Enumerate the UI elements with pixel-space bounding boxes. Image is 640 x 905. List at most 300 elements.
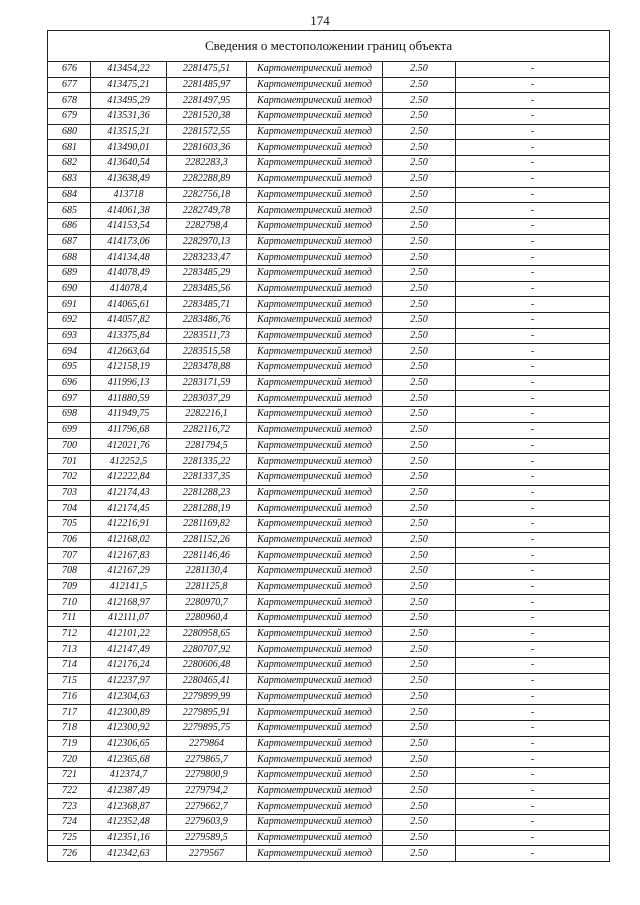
point-number-cell: 688 [48,250,91,266]
x-coordinate-cell: 414078,49 [91,265,167,281]
method-cell: Картометрический метод [247,658,383,674]
accuracy-cell: 2.50 [383,564,456,580]
table-row [48,783,610,799]
accuracy-cell: 2.50 [383,109,456,125]
boundary-coordinates-table [47,30,610,862]
description-cell: - [456,579,610,595]
method-cell: Картометрический метод [247,313,383,329]
description-cell: - [456,281,610,297]
y-coordinate-cell: 2282288,89 [167,171,247,187]
accuracy-cell: 2.50 [383,595,456,611]
table-row [48,830,610,846]
y-coordinate-cell: 2282283,3 [167,156,247,172]
accuracy-cell: 2.50 [383,62,456,78]
x-coordinate-cell: 411996,13 [91,375,167,391]
point-number-cell: 680 [48,124,91,140]
y-coordinate-cell: 2280606,48 [167,658,247,674]
accuracy-cell: 2.50 [383,250,456,266]
y-coordinate-cell: 2279865,7 [167,752,247,768]
description-cell: - [456,815,610,831]
description-cell: - [456,736,610,752]
accuracy-cell: 2.50 [383,830,456,846]
table-row [48,265,610,281]
method-cell: Картометрический метод [247,673,383,689]
y-coordinate-cell: 2280707,92 [167,642,247,658]
x-coordinate-cell: 412352,48 [91,815,167,831]
y-coordinate-cell: 2283485,56 [167,281,247,297]
point-number-cell: 712 [48,626,91,642]
x-coordinate-cell: 414134,48 [91,250,167,266]
point-number-cell: 706 [48,532,91,548]
point-number-cell: 691 [48,297,91,313]
point-number-cell: 703 [48,485,91,501]
y-coordinate-cell: 2282970,13 [167,234,247,250]
x-coordinate-cell: 414061,38 [91,203,167,219]
method-cell: Картометрический метод [247,469,383,485]
description-cell: - [456,93,610,109]
table-row [48,736,610,752]
accuracy-cell: 2.50 [383,407,456,423]
description-cell: - [456,564,610,580]
x-coordinate-cell: 411949,75 [91,407,167,423]
x-coordinate-cell: 414078,4 [91,281,167,297]
method-cell: Картометрический метод [247,548,383,564]
table-row [48,595,610,611]
accuracy-cell: 2.50 [383,124,456,140]
description-cell: - [456,485,610,501]
description-cell: - [456,187,610,203]
y-coordinate-cell: 2281603,36 [167,140,247,156]
y-coordinate-cell: 2281794,5 [167,438,247,454]
method-cell: Картометрический метод [247,407,383,423]
description-cell: - [456,642,610,658]
table-row [48,156,610,172]
accuracy-cell: 2.50 [383,203,456,219]
description-cell: - [456,360,610,376]
y-coordinate-cell: 2283171,59 [167,375,247,391]
method-cell: Картометрический метод [247,815,383,831]
method-cell: Картометрический метод [247,830,383,846]
description-cell: - [456,391,610,407]
accuracy-cell: 2.50 [383,579,456,595]
x-coordinate-cell: 412237,97 [91,673,167,689]
table-row [48,673,610,689]
table-row [48,705,610,721]
point-number-cell: 726 [48,846,91,862]
table-row [48,564,610,580]
description-cell: - [456,77,610,93]
table-row [48,720,610,736]
description-cell: - [456,501,610,517]
accuracy-cell: 2.50 [383,783,456,799]
x-coordinate-cell: 412374,7 [91,767,167,783]
method-cell: Картометрический метод [247,516,383,532]
method-cell: Картометрический метод [247,767,383,783]
method-cell: Картометрический метод [247,485,383,501]
method-cell: Картометрический метод [247,265,383,281]
x-coordinate-cell: 412387,49 [91,783,167,799]
description-cell: - [456,265,610,281]
y-coordinate-cell: 2281288,23 [167,485,247,501]
point-number-cell: 690 [48,281,91,297]
x-coordinate-cell: 411796,68 [91,422,167,438]
y-coordinate-cell: 2283478,88 [167,360,247,376]
x-coordinate-cell: 414153,54 [91,218,167,234]
method-cell: Картометрический метод [247,564,383,580]
point-number-cell: 685 [48,203,91,219]
x-coordinate-cell: 413454,22 [91,62,167,78]
y-coordinate-cell: 2279662,7 [167,799,247,815]
table-row [48,203,610,219]
x-coordinate-cell: 412216,91 [91,516,167,532]
description-cell: - [456,375,610,391]
accuracy-cell: 2.50 [383,438,456,454]
page-number: 174 [310,13,330,28]
accuracy-cell: 2.50 [383,485,456,501]
point-number-cell: 681 [48,140,91,156]
x-coordinate-cell: 412222,84 [91,469,167,485]
point-number-cell: 678 [48,93,91,109]
point-number-cell: 715 [48,673,91,689]
method-cell: Картометрический метод [247,375,383,391]
point-number-cell: 720 [48,752,91,768]
description-cell: - [456,595,610,611]
table-row [48,218,610,234]
y-coordinate-cell: 2281152,26 [167,532,247,548]
point-number-cell: 693 [48,328,91,344]
x-coordinate-cell: 412252,5 [91,454,167,470]
y-coordinate-cell: 2283037,29 [167,391,247,407]
x-coordinate-cell: 413475,21 [91,77,167,93]
x-coordinate-cell: 414065,61 [91,297,167,313]
point-number-cell: 723 [48,799,91,815]
x-coordinate-cell: 413375,84 [91,328,167,344]
accuracy-cell: 2.50 [383,140,456,156]
point-number-cell: 676 [48,62,91,78]
table-row [48,579,610,595]
method-cell: Картометрический метод [247,171,383,187]
table-row [48,485,610,501]
point-number-cell: 700 [48,438,91,454]
point-number-cell: 718 [48,720,91,736]
table-row [48,234,610,250]
accuracy-cell: 2.50 [383,77,456,93]
description-cell: - [456,422,610,438]
method-cell: Картометрический метод [247,77,383,93]
accuracy-cell: 2.50 [383,422,456,438]
point-number-cell: 722 [48,783,91,799]
x-coordinate-cell: 412351,16 [91,830,167,846]
method-cell: Картометрический метод [247,62,383,78]
accuracy-cell: 2.50 [383,815,456,831]
table-row [48,360,610,376]
point-number-cell: 694 [48,344,91,360]
y-coordinate-cell: 2282116,72 [167,422,247,438]
method-cell: Картометрический метод [247,705,383,721]
x-coordinate-cell: 412168,02 [91,532,167,548]
accuracy-cell: 2.50 [383,234,456,250]
accuracy-cell: 2.50 [383,171,456,187]
table-row [48,642,610,658]
description-cell: - [456,752,610,768]
accuracy-cell: 2.50 [383,548,456,564]
accuracy-cell: 2.50 [383,642,456,658]
table-row [48,469,610,485]
method-cell: Картометрический метод [247,799,383,815]
point-number-cell: 717 [48,705,91,721]
accuracy-cell: 2.50 [383,360,456,376]
table-row [48,109,610,125]
table-row [48,297,610,313]
table-row [48,313,610,329]
y-coordinate-cell: 2282216,1 [167,407,247,423]
x-coordinate-cell: 412141,5 [91,579,167,595]
y-coordinate-cell: 2280958,65 [167,626,247,642]
y-coordinate-cell: 2281520,38 [167,109,247,125]
table-row [48,799,610,815]
description-cell: - [456,156,610,172]
method-cell: Картометрический метод [247,736,383,752]
description-cell: - [456,516,610,532]
method-cell: Картометрический метод [247,720,383,736]
y-coordinate-cell: 2280465,41 [167,673,247,689]
table-row [48,187,610,203]
y-coordinate-cell: 2282756,18 [167,187,247,203]
method-cell: Картометрический метод [247,234,383,250]
point-number-cell: 716 [48,689,91,705]
description-cell: - [456,297,610,313]
y-coordinate-cell: 2281475,51 [167,62,247,78]
x-coordinate-cell: 412306,65 [91,736,167,752]
description-cell: - [456,218,610,234]
method-cell: Картометрический метод [247,93,383,109]
y-coordinate-cell: 2281337,35 [167,469,247,485]
description-cell: - [456,767,610,783]
x-coordinate-cell: 413515,21 [91,124,167,140]
y-coordinate-cell: 2279895,75 [167,720,247,736]
accuracy-cell: 2.50 [383,705,456,721]
point-number-cell: 707 [48,548,91,564]
method-cell: Картометрический метод [247,187,383,203]
y-coordinate-cell: 2281125,8 [167,579,247,595]
description-cell: - [456,469,610,485]
description-cell: - [456,438,610,454]
table-row [48,752,610,768]
method-cell: Картометрический метод [247,626,383,642]
accuracy-cell: 2.50 [383,391,456,407]
point-number-cell: 686 [48,218,91,234]
accuracy-cell: 2.50 [383,752,456,768]
point-number-cell: 724 [48,815,91,831]
accuracy-cell: 2.50 [383,93,456,109]
description-cell: - [456,203,610,219]
y-coordinate-cell: 2279800,9 [167,767,247,783]
x-coordinate-cell: 412147,49 [91,642,167,658]
x-coordinate-cell: 412168,97 [91,595,167,611]
y-coordinate-cell: 2281130,4 [167,564,247,580]
method-cell: Картометрический метод [247,109,383,125]
method-cell: Картометрический метод [247,783,383,799]
point-number-cell: 702 [48,469,91,485]
table-row [48,250,610,266]
x-coordinate-cell: 412111,07 [91,611,167,627]
table-row [48,689,610,705]
point-number-cell: 697 [48,391,91,407]
table-row [48,516,610,532]
method-cell: Картометрический метод [247,752,383,768]
method-cell: Картометрический метод [247,532,383,548]
method-cell: Картометрический метод [247,124,383,140]
description-cell: - [456,344,610,360]
accuracy-cell: 2.50 [383,454,456,470]
point-number-cell: 708 [48,564,91,580]
accuracy-cell: 2.50 [383,736,456,752]
point-number-cell: 698 [48,407,91,423]
description-cell: - [456,689,610,705]
table-row [48,93,610,109]
table-row [48,767,610,783]
accuracy-cell: 2.50 [383,673,456,689]
x-coordinate-cell: 412368,87 [91,799,167,815]
method-cell: Картометрический метод [247,203,383,219]
accuracy-cell: 2.50 [383,328,456,344]
table-row [48,532,610,548]
table-row [48,77,610,93]
y-coordinate-cell: 2279895,91 [167,705,247,721]
table-row [48,281,610,297]
y-coordinate-cell: 2279899,99 [167,689,247,705]
table-row [48,611,610,627]
method-cell: Картометрический метод [247,328,383,344]
boundary-coordinates-sheet [47,30,609,862]
table-row [48,626,610,642]
point-number-cell: 689 [48,265,91,281]
table-row [48,658,610,674]
point-number-cell: 699 [48,422,91,438]
accuracy-cell: 2.50 [383,626,456,642]
accuracy-cell: 2.50 [383,611,456,627]
accuracy-cell: 2.50 [383,375,456,391]
y-coordinate-cell: 2279603,9 [167,815,247,831]
description-cell: - [456,548,610,564]
description-cell: - [456,313,610,329]
accuracy-cell: 2.50 [383,156,456,172]
point-number-cell: 714 [48,658,91,674]
y-coordinate-cell: 2283486,76 [167,313,247,329]
description-cell: - [456,830,610,846]
y-coordinate-cell: 2283485,71 [167,297,247,313]
description-cell: - [456,124,610,140]
description-cell: - [456,140,610,156]
description-cell: - [456,62,610,78]
method-cell: Картометрический метод [247,438,383,454]
table-row [48,171,610,187]
description-cell: - [456,705,610,721]
description-cell: - [456,109,610,125]
x-coordinate-cell: 412663,64 [91,344,167,360]
description-cell: - [456,532,610,548]
point-number-cell: 682 [48,156,91,172]
method-cell: Картометрический метод [247,422,383,438]
x-coordinate-cell: 414173,06 [91,234,167,250]
method-cell: Картометрический метод [247,297,383,313]
table-row [48,501,610,517]
table-row [48,846,610,862]
y-coordinate-cell: 2283515,58 [167,344,247,360]
table-row [48,422,610,438]
method-cell: Картометрический метод [247,391,383,407]
y-coordinate-cell: 2282749,78 [167,203,247,219]
table-row [48,140,610,156]
x-coordinate-cell: 412365,68 [91,752,167,768]
point-number-cell: 683 [48,171,91,187]
x-coordinate-cell: 414057,82 [91,313,167,329]
description-cell: - [456,328,610,344]
method-cell: Картометрический метод [247,689,383,705]
method-cell: Картометрический метод [247,642,383,658]
point-number-cell: 713 [48,642,91,658]
description-cell: - [456,171,610,187]
y-coordinate-cell: 2281288,19 [167,501,247,517]
accuracy-cell: 2.50 [383,720,456,736]
description-cell: - [456,250,610,266]
accuracy-cell: 2.50 [383,281,456,297]
x-coordinate-cell: 413640,54 [91,156,167,172]
x-coordinate-cell: 413718 [91,187,167,203]
point-number-cell: 709 [48,579,91,595]
y-coordinate-cell: 2279864 [167,736,247,752]
description-cell: - [456,658,610,674]
method-cell: Картометрический метод [247,344,383,360]
table-row [48,62,610,78]
x-coordinate-cell: 412158,19 [91,360,167,376]
description-cell: - [456,234,610,250]
x-coordinate-cell: 411880,59 [91,391,167,407]
y-coordinate-cell: 2283511,73 [167,328,247,344]
y-coordinate-cell: 2281169,82 [167,516,247,532]
accuracy-cell: 2.50 [383,689,456,705]
accuracy-cell: 2.50 [383,799,456,815]
point-number-cell: 684 [48,187,91,203]
accuracy-cell: 2.50 [383,501,456,517]
point-number-cell: 725 [48,830,91,846]
description-cell: - [456,454,610,470]
table-row [48,328,610,344]
description-cell: - [456,407,610,423]
method-cell: Картометрический метод [247,140,383,156]
y-coordinate-cell: 2279567 [167,846,247,862]
y-coordinate-cell: 2281146,46 [167,548,247,564]
point-number-cell: 705 [48,516,91,532]
x-coordinate-cell: 413495,29 [91,93,167,109]
accuracy-cell: 2.50 [383,297,456,313]
description-cell: - [456,626,610,642]
point-number-cell: 677 [48,77,91,93]
y-coordinate-cell: 2280960,4 [167,611,247,627]
method-cell: Картометрический метод [247,281,383,297]
point-number-cell: 704 [48,501,91,517]
description-cell: - [456,846,610,862]
y-coordinate-cell: 2282798,4 [167,218,247,234]
description-cell: - [456,673,610,689]
x-coordinate-cell: 412304,63 [91,689,167,705]
method-cell: Картометрический метод [247,595,383,611]
y-coordinate-cell: 2281572,55 [167,124,247,140]
accuracy-cell: 2.50 [383,516,456,532]
y-coordinate-cell: 2279794,2 [167,783,247,799]
table-row [48,454,610,470]
description-cell: - [456,783,610,799]
